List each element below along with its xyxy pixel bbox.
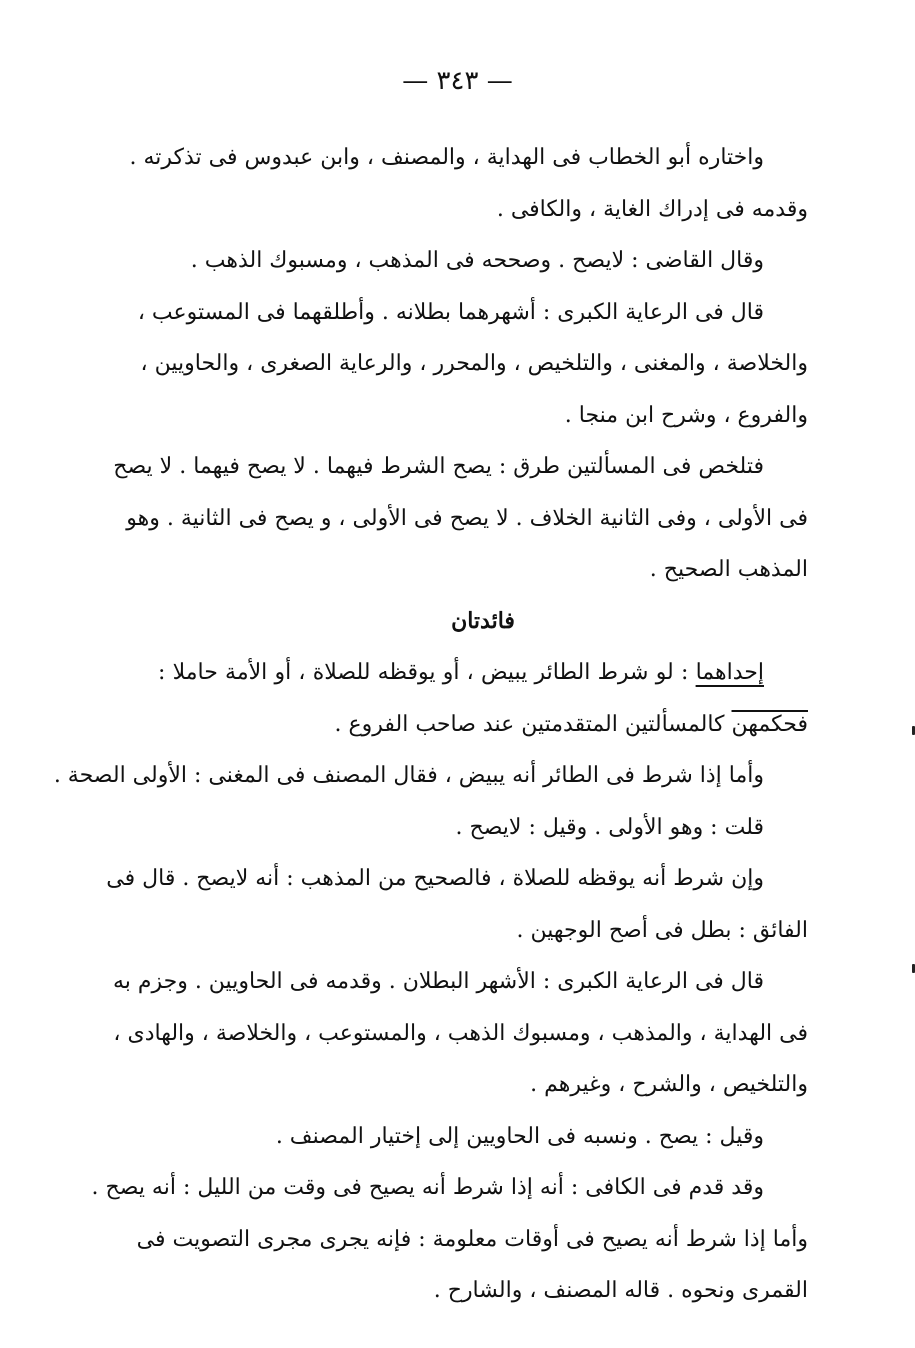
text-line-12 [158,699,808,751]
text-line-23: القمرى ونحوه . قاله المصنف ، والشارح . [433,1278,808,1303]
text-line-6: والفروع ، وشرح ابن منجا . [564,402,808,428]
text-line-22: وأما إذا شرط أنه يصيح فى أوقات معلومة : فإنه يجرى مجرى التصويت فى [136,1226,808,1252]
text-line-8: فى الأولى ، وفى الثانية الخلاف . لا يصح فى الأولى ، و يصح فى الثانية . وهو [126,505,808,531]
text-line-18: فى الهداية ، والمذهب ، ومسبوك الذهب ، والمستوعب ، والخلاصة ، والهادى ، [113,1020,808,1046]
text-line-11 [158,647,808,699]
text-line-14: قلت : وهو الأولى . وقيل : لايصح . [455,814,764,840]
paragraph-label-rest: : لو شرط الطائر يبيض ، أو يوقظه للصلاة ، أو الأمة حاملا : [158,660,696,685]
text-line-7: فتلخص فى المسألتين طرق : يصح الشرط فيهما . لا يصح فيهما . لا يصح [113,454,764,479]
text-line-4: قال فى الرعاية الكبرى : أشهرهما بطلانه . وأطلقهما فى المستوعب ، [137,299,764,325]
text-line-17: قال فى الرعاية الكبرى : الأشهر البطلان . وقدمه فى الحاويين . وجزم به [112,969,764,994]
overlined-rest: كالمسألتين المتقدمتين عند صاحب الفروع . [334,711,732,737]
text-line-16: الفائق : بطل فى أصح الوجهين . [516,917,808,943]
text-line-3: وقال القاضى : لايصح . وصححه فى المذهب ، ومسبوك الذهب . [190,248,764,273]
section-heading: فائدتان [451,607,515,634]
text-line-20: وقيل : يصح . ونسبه فى الحاويين إلى إختيار المصنف . [275,1123,764,1149]
overlined-word: فحكمهن [731,711,808,737]
text-line-13: وأما إذا شرط فى الطائر أنه يبيض ، فقال المصنف فى المغنى : الأولى الصحة . [53,763,764,788]
page-number: — ٣٤٣ — [402,66,513,96]
text-line-15: وإن شرط أنه يوقظه للصلاة ، فالصحيح من المذهب : أنه لايصح . قال فى [106,866,764,891]
text-line-1: واختاره أبو الخطاب فى الهداية ، والمصنف ، وابن عبدوس فى تذكرته . [129,145,764,170]
paragraph-label: إحداهما [695,660,764,685]
text-line-2: وقدمه فى إدراك الغاية ، والكافى . [496,196,808,222]
text-line-19: والتلخيص ، والشرح ، وغيرهم . [530,1072,808,1097]
text-line-9: المذهب الصحيح . [649,557,808,582]
body-text [53,132,808,1317]
text-line-5: والخلاصة ، والمغنى ، والتلخيص ، والمحرر ، والرعاية الصغرى ، والحاويين ، [140,351,808,376]
text-line-21: وقد قدم فى الكافى : أنه إذا شرط أنه يصيح فى وقت من الليل : أنه يصح . [91,1175,764,1200]
